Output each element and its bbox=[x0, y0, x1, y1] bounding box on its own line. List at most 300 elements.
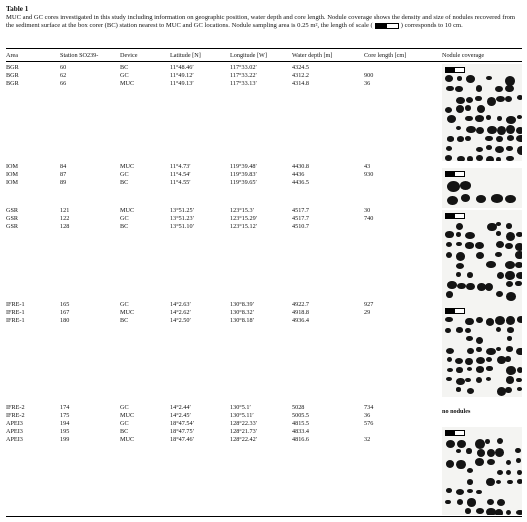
cell-area: IFRE-2 bbox=[6, 404, 25, 411]
nodule-shape bbox=[465, 116, 472, 122]
nodule-shape bbox=[497, 126, 506, 135]
cell-area: APEI3 bbox=[6, 428, 23, 435]
cell-water-depth: 4815.5 bbox=[292, 420, 310, 427]
nodule-shape bbox=[486, 115, 491, 120]
cell-area: IOM bbox=[6, 179, 19, 186]
nodule-shape bbox=[476, 357, 485, 364]
cell-longitude: 119°39.65′ bbox=[230, 179, 257, 186]
cell-device: GC bbox=[120, 215, 129, 222]
nodule-shape bbox=[460, 181, 471, 190]
nodule-shape bbox=[476, 508, 483, 514]
nodule-shape bbox=[465, 378, 471, 383]
nodule-shape bbox=[505, 356, 511, 362]
cell-station: 60 bbox=[60, 64, 67, 71]
nodule-shape bbox=[506, 156, 514, 161]
cell-latitude: 18°47.46′ bbox=[170, 436, 194, 443]
nodule-shape bbox=[476, 127, 484, 135]
cell-device: BC bbox=[120, 179, 129, 186]
nodule-shape bbox=[476, 366, 484, 372]
nodule-shape bbox=[515, 262, 522, 269]
nodule-shape bbox=[467, 348, 474, 355]
cell-station: 62 bbox=[60, 72, 67, 79]
nodule-shape bbox=[445, 317, 453, 323]
cell-device: MUC bbox=[120, 436, 135, 443]
cell-area: IFRE-1 bbox=[6, 301, 25, 308]
nodule-shape bbox=[447, 181, 461, 192]
cell-station: 180 bbox=[60, 317, 70, 324]
column-header-latitude: Latitude [N] bbox=[170, 52, 201, 59]
nodule-shape bbox=[506, 292, 516, 301]
nodule-shape bbox=[505, 243, 513, 249]
cell-device: MUC bbox=[120, 412, 135, 419]
cell-longitude: 130°8.18′ bbox=[230, 317, 254, 324]
nodule-shape bbox=[476, 155, 482, 161]
nodule-shape bbox=[465, 105, 471, 111]
cell-device: BC bbox=[120, 317, 129, 324]
nodule-shape bbox=[476, 195, 486, 203]
cell-latitude: 11°49.12′ bbox=[170, 72, 194, 79]
cell-area: IFRE-2 bbox=[6, 412, 25, 419]
cell-station: 195 bbox=[60, 428, 70, 435]
nodule-shape bbox=[486, 261, 495, 268]
column-header-area: Area bbox=[6, 52, 19, 59]
nodule-shape bbox=[446, 86, 454, 92]
cell-latitude: 18°47.54′ bbox=[170, 420, 194, 427]
nodule-shape bbox=[456, 460, 465, 469]
nodule-shape bbox=[505, 271, 514, 280]
nodule-shape bbox=[447, 357, 453, 362]
nodule-shape bbox=[506, 232, 515, 241]
cell-area: IFRE-1 bbox=[6, 317, 25, 324]
column-header-station: Station SO239- bbox=[60, 52, 99, 59]
nodule-shape bbox=[446, 252, 452, 258]
nodule-shape bbox=[467, 489, 473, 493]
nodule-shape bbox=[517, 387, 523, 391]
nodule-shape bbox=[515, 251, 522, 259]
nodule-shape bbox=[456, 252, 465, 261]
nodule-shape bbox=[456, 126, 461, 130]
cell-area: BGR bbox=[6, 80, 19, 87]
cell-longitude: 128°21.73′ bbox=[230, 428, 258, 435]
nodule-shape bbox=[446, 377, 452, 381]
cell-latitude: 11°4.55′ bbox=[170, 179, 191, 186]
nodule-shape bbox=[486, 76, 492, 80]
cell-longitude: 117°33.13′ bbox=[230, 80, 257, 87]
nodule-shape bbox=[446, 440, 455, 448]
nodule-shape bbox=[457, 156, 465, 161]
nodule-shape bbox=[467, 272, 474, 278]
cell-device: GC bbox=[120, 404, 129, 411]
nodule-shape bbox=[446, 146, 452, 151]
cell-water-depth: 4517.7 bbox=[292, 215, 310, 222]
nodule-shape bbox=[457, 76, 462, 80]
cell-area: BGR bbox=[6, 72, 19, 79]
cell-latitude: 14°2.44′ bbox=[170, 404, 191, 411]
cell-area: IOM bbox=[6, 163, 19, 170]
cell-station: 122 bbox=[60, 215, 70, 222]
cell-latitude: 14°2.45′ bbox=[170, 412, 191, 419]
nodule-shape bbox=[515, 448, 521, 453]
nodule-shape bbox=[487, 499, 494, 506]
cell-station: 84 bbox=[60, 163, 67, 170]
nodule-shape bbox=[507, 336, 512, 340]
nodule-shape bbox=[497, 356, 506, 364]
nodule-shape bbox=[496, 136, 502, 142]
nodule-shape bbox=[475, 115, 484, 121]
nodule-shape bbox=[516, 458, 521, 463]
nodule-shape bbox=[457, 283, 466, 290]
nodule-shape bbox=[466, 126, 476, 133]
cell-station: 89 bbox=[60, 179, 67, 186]
nodule-shape bbox=[466, 336, 472, 341]
nodule-shape bbox=[506, 366, 516, 374]
nodule-shape bbox=[446, 242, 452, 247]
column-header-longitude: Longitude [W] bbox=[230, 52, 267, 59]
nodule-shape bbox=[477, 105, 485, 113]
cell-water-depth: 4918.8 bbox=[292, 309, 310, 316]
nodule-shape bbox=[476, 347, 481, 352]
cell-water-depth: 5028 bbox=[292, 404, 305, 411]
nodule-shape bbox=[485, 136, 493, 142]
cell-device: BC bbox=[120, 428, 129, 435]
nodule-shape bbox=[456, 327, 463, 332]
nodule-shape bbox=[461, 194, 470, 202]
nodule-shape bbox=[456, 378, 464, 385]
nodule-shape bbox=[496, 222, 501, 226]
top-rule bbox=[6, 48, 522, 49]
cell-longitude: 128°22.42′ bbox=[230, 436, 258, 443]
cell-device: GC bbox=[120, 420, 129, 427]
nodule-shape bbox=[506, 460, 511, 465]
nodule-shape bbox=[495, 252, 502, 257]
cell-station: 128 bbox=[60, 223, 70, 230]
nodule-shape bbox=[456, 387, 462, 391]
cell-longitude: 123°15.12′ bbox=[230, 223, 258, 230]
table-label: Table 1 bbox=[6, 5, 29, 13]
nodule-shape bbox=[456, 489, 464, 495]
nodule-shape bbox=[516, 378, 521, 383]
nodule-shape bbox=[465, 328, 471, 333]
cell-area: GSR bbox=[6, 223, 19, 230]
cell-station: 167 bbox=[60, 309, 70, 316]
cell-device: BC bbox=[120, 223, 129, 230]
nodule-shape bbox=[457, 136, 464, 141]
nodule-photo-bgr bbox=[442, 64, 522, 161]
cell-water-depth: 4430.8 bbox=[292, 163, 310, 170]
table-page bbox=[6, 5, 522, 517]
cell-longitude: 130°5.1′ bbox=[230, 404, 251, 411]
nodule-shape bbox=[516, 272, 522, 279]
cell-latitude: 11°49.13′ bbox=[170, 80, 194, 87]
nodule-shape bbox=[486, 156, 494, 161]
cell-latitude: 13°51.10′ bbox=[170, 223, 194, 230]
nodule-shape bbox=[506, 146, 512, 151]
nodule-shape bbox=[475, 242, 484, 249]
cell-longitude: 130°8.39′ bbox=[230, 301, 254, 308]
nodule-shape bbox=[505, 261, 515, 269]
cell-latitude: 18°47.75′ bbox=[170, 428, 194, 435]
cell-water-depth: 4436 bbox=[292, 171, 305, 178]
scale-bar-icon bbox=[445, 67, 465, 73]
nodule-shape bbox=[467, 479, 473, 485]
nodule-shape bbox=[516, 232, 522, 237]
nodule-shape bbox=[516, 348, 522, 356]
nodule-shape bbox=[467, 468, 473, 473]
nodule-shape bbox=[445, 75, 453, 82]
nodule-shape bbox=[505, 76, 515, 86]
nodule-shape bbox=[455, 358, 463, 364]
nodule-shape bbox=[507, 480, 513, 485]
nodule-shape bbox=[446, 460, 454, 468]
nodule-shape bbox=[516, 127, 522, 135]
scale-bar-icon bbox=[445, 430, 465, 436]
nodule-shape bbox=[475, 96, 481, 101]
nodule-shape bbox=[497, 116, 502, 121]
nodule-shape bbox=[476, 337, 483, 344]
nodule-shape bbox=[456, 272, 461, 277]
cell-device: MUC bbox=[120, 207, 135, 214]
nodule-shape bbox=[476, 490, 482, 494]
nodule-shape bbox=[486, 377, 491, 381]
nodule-shape bbox=[456, 232, 461, 237]
nodule-shape bbox=[447, 196, 458, 205]
scale-bar-icon bbox=[375, 23, 399, 29]
nodule-shape bbox=[495, 146, 504, 153]
nodule-shape bbox=[506, 281, 513, 287]
cell-longitude: 123°15.29′ bbox=[230, 215, 258, 222]
nodule-shape bbox=[457, 440, 466, 449]
nodule-shape bbox=[467, 367, 472, 371]
nodule-shape bbox=[486, 366, 492, 370]
column-header-nodule-coverage: Nodule coverage bbox=[442, 52, 485, 59]
nodule-shape bbox=[465, 232, 475, 239]
cell-water-depth: 4936.4 bbox=[292, 317, 310, 324]
cell-device: MUC bbox=[120, 80, 135, 87]
nodule-photo-iom bbox=[442, 168, 522, 208]
nodule-shape bbox=[496, 231, 502, 236]
nodule-shape bbox=[496, 347, 501, 351]
nodule-shape bbox=[446, 488, 452, 493]
cell-water-depth: 4436.5 bbox=[292, 179, 310, 186]
cell-station: 175 bbox=[60, 412, 70, 419]
nodule-photo-gsr bbox=[442, 210, 522, 305]
nodule-shape bbox=[515, 243, 522, 251]
nodule-shape bbox=[517, 95, 522, 100]
nodule-shape bbox=[505, 96, 512, 102]
cell-latitude: 11°4.54′ bbox=[170, 171, 191, 178]
cell-latitude: 14°2.62′ bbox=[170, 309, 191, 316]
nodule-shape bbox=[466, 283, 475, 290]
header-rule bbox=[6, 61, 522, 62]
nodule-photo-apei3 bbox=[442, 427, 522, 515]
nodule-shape bbox=[485, 283, 493, 291]
nodule-shape bbox=[495, 86, 502, 92]
nodule-shape bbox=[476, 252, 484, 259]
cell-longitude: 117°33.02′ bbox=[230, 64, 257, 71]
cell-core-length: 36 bbox=[364, 412, 371, 419]
nodule-shape bbox=[476, 147, 483, 152]
no-nodules-label: no nodules bbox=[442, 408, 471, 415]
nodule-shape bbox=[515, 281, 521, 286]
nodule-shape bbox=[465, 358, 473, 366]
nodule-shape bbox=[506, 223, 513, 229]
nodule-shape bbox=[497, 272, 505, 279]
nodule-shape bbox=[446, 291, 453, 298]
nodule-shape bbox=[491, 194, 503, 203]
nodule-shape bbox=[496, 96, 505, 102]
cell-water-depth: 5005.5 bbox=[292, 412, 310, 419]
cell-station: 121 bbox=[60, 207, 70, 214]
cell-core-length: 29 bbox=[364, 309, 371, 316]
cell-latitude: 14°2.50′ bbox=[170, 317, 191, 324]
nodule-shape bbox=[467, 156, 473, 161]
nodule-shape bbox=[505, 387, 511, 393]
nodule-shape bbox=[455, 86, 462, 92]
cell-longitude: 119°39.83′ bbox=[230, 171, 257, 178]
cell-station: 66 bbox=[60, 80, 67, 87]
cell-core-length: 740 bbox=[364, 215, 374, 222]
cell-core-length: 930 bbox=[364, 171, 374, 178]
cell-device: GC bbox=[120, 72, 129, 79]
cell-latitude: 11°4.73′ bbox=[170, 163, 191, 170]
nodule-shape bbox=[476, 317, 483, 323]
scale-bar-icon bbox=[445, 308, 465, 314]
nodule-shape bbox=[506, 470, 512, 475]
nodule-shape bbox=[486, 318, 495, 326]
cell-area: APEI3 bbox=[6, 436, 23, 443]
nodule-shape bbox=[456, 367, 462, 372]
column-header-core-length: Core length [cm] bbox=[364, 52, 407, 59]
cell-water-depth: 4517.7 bbox=[292, 207, 310, 214]
nodule-shape bbox=[447, 136, 454, 141]
nodule-shape bbox=[445, 328, 451, 333]
nodule-shape bbox=[496, 157, 502, 161]
nodule-shape bbox=[445, 107, 452, 113]
cell-station: 199 bbox=[60, 436, 70, 443]
nodule-shape bbox=[446, 348, 454, 354]
nodule-shape bbox=[476, 377, 482, 383]
cell-longitude: 130°8.32′ bbox=[230, 309, 254, 316]
nodule-shape bbox=[456, 105, 464, 112]
column-header-device: Device bbox=[120, 52, 138, 59]
cell-device: MUC bbox=[120, 309, 135, 316]
nodule-shape bbox=[517, 316, 522, 322]
cell-area: BGR bbox=[6, 64, 19, 71]
nodule-shape bbox=[507, 135, 514, 141]
scale-bar-icon bbox=[445, 213, 465, 219]
nodule-shape bbox=[496, 291, 503, 297]
cell-station: 87 bbox=[60, 171, 67, 178]
cell-core-length: 32 bbox=[364, 436, 371, 443]
cell-core-length: 30 bbox=[364, 207, 371, 214]
nodule-shape bbox=[487, 97, 496, 106]
cell-water-depth: 4314.8 bbox=[292, 80, 310, 87]
nodule-shape bbox=[447, 281, 457, 289]
nodule-shape bbox=[497, 470, 503, 476]
cell-latitude: 11°48.46′ bbox=[170, 64, 194, 71]
nodule-shape bbox=[465, 136, 471, 141]
column-header-water-depth: Water depth [m] bbox=[292, 52, 333, 59]
cell-longitude: 123°15.3′ bbox=[230, 207, 254, 214]
cell-station: 174 bbox=[60, 404, 70, 411]
nodule-shape bbox=[487, 459, 495, 465]
cell-station: 165 bbox=[60, 301, 70, 308]
caption-main: MUC and GC cores investigated in this study including information on geographic position, water depth and core length. Nodule coverage shows the density and size of nodules recovered from the sediment surface at the box corer (BC) station nearest to MUC and GC locations. Nodule sampling area is 0.25 m², the length of scale ( bbox=[6, 14, 516, 30]
nodule-shape bbox=[505, 85, 513, 92]
nodule-shape bbox=[465, 318, 473, 326]
nodule-shape bbox=[505, 195, 516, 203]
nodule-shape bbox=[477, 449, 486, 457]
cell-longitude: 130°5.11′ bbox=[230, 412, 254, 419]
nodule-shape bbox=[467, 388, 474, 394]
nodule-shape bbox=[456, 223, 463, 230]
nodule-shape bbox=[517, 115, 522, 119]
cell-core-length: 734 bbox=[364, 404, 374, 411]
nodule-shape bbox=[456, 263, 464, 269]
nodule-shape bbox=[487, 449, 495, 457]
cell-core-length: 36 bbox=[364, 80, 371, 87]
nodule-shape bbox=[506, 125, 515, 134]
nodule-shape bbox=[517, 367, 522, 373]
nodule-shape bbox=[516, 135, 522, 142]
cell-longitude: 119°39.48′ bbox=[230, 163, 257, 170]
cell-area: GSR bbox=[6, 215, 19, 222]
nodule-shape bbox=[456, 97, 464, 104]
table-caption bbox=[6, 14, 520, 31]
nodule-shape bbox=[516, 510, 522, 515]
nodule-shape bbox=[495, 509, 503, 515]
nodule-shape bbox=[466, 97, 473, 103]
nodule-shape bbox=[486, 145, 492, 150]
cell-area: APEI3 bbox=[6, 420, 23, 427]
nodule-shape bbox=[497, 499, 505, 506]
nodule-shape bbox=[486, 357, 492, 362]
cell-area: IOM bbox=[6, 171, 19, 178]
nodule-shape bbox=[507, 327, 515, 333]
nodule-shape bbox=[495, 316, 505, 325]
cell-latitude: 14°2.63′ bbox=[170, 301, 191, 308]
nodule-shape bbox=[456, 449, 461, 453]
cell-core-length: 927 bbox=[364, 301, 374, 308]
cell-water-depth: 4324.5 bbox=[292, 64, 310, 71]
cell-water-depth: 4922.7 bbox=[292, 301, 310, 308]
nodule-shape bbox=[445, 231, 454, 237]
nodule-shape bbox=[487, 126, 497, 134]
nodule-shape bbox=[457, 499, 463, 505]
nodule-shape bbox=[496, 241, 505, 248]
nodule-shape bbox=[467, 498, 476, 506]
cell-device: MUC bbox=[120, 163, 135, 170]
nodule-shape bbox=[517, 146, 522, 155]
cell-core-length: 576 bbox=[364, 420, 374, 427]
cell-area: GSR bbox=[6, 207, 19, 214]
nodule-shape bbox=[517, 470, 522, 475]
cell-device: BC bbox=[120, 64, 129, 71]
nodule-shape bbox=[445, 500, 450, 505]
cell-device: GC bbox=[120, 301, 129, 308]
cell-core-length: 43 bbox=[364, 163, 371, 170]
nodule-shape bbox=[476, 85, 483, 92]
nodule-shape bbox=[485, 439, 490, 444]
nodule-shape bbox=[456, 242, 462, 246]
nodule-shape bbox=[447, 115, 456, 123]
nodule-shape bbox=[465, 508, 471, 513]
cell-water-depth: 4312.2 bbox=[292, 72, 310, 79]
nodule-shape bbox=[466, 448, 471, 453]
nodule-shape bbox=[497, 438, 503, 444]
nodule-shape bbox=[517, 479, 522, 484]
nodule-shape bbox=[506, 510, 512, 515]
